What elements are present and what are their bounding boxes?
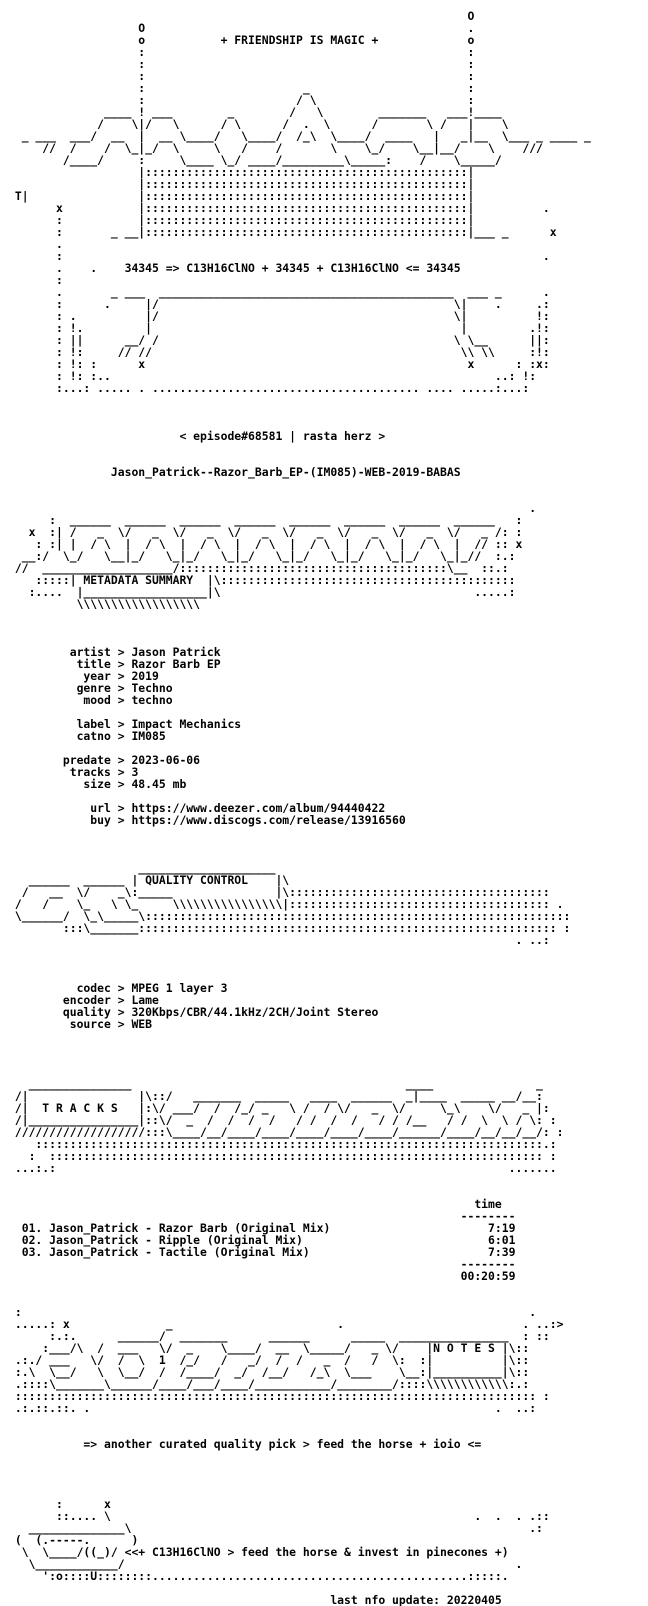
nfo-line: : !: : x x : :x: bbox=[8, 357, 550, 371]
nfo-line: mood > techno bbox=[8, 693, 173, 707]
nfo-line: |:::::::::::::::::::::::::::::::::::::::::::::::| bbox=[8, 165, 475, 179]
nfo-line: ______________\ .: bbox=[8, 1521, 543, 1535]
nfo-line: :::::::::::::::::::::::::::::::::::::::::::::::::::::::::::::::::::::::::::: : bbox=[8, 1389, 550, 1403]
nfo-line: // ___________________/:::::::::::::::::::::::::::::::::::::::\__ ::.: bbox=[8, 561, 509, 575]
nfo-document bbox=[8, 10, 644, 1606]
nfo-line: ::.... \ . . . .:: bbox=[8, 1509, 550, 1523]
nfo-line: predate > 2023-06-06 bbox=[8, 753, 201, 767]
nfo-line: . bbox=[8, 237, 63, 251]
nfo-line: / __ \/ _\:_____ |\:::::::::::::::::::::::::::::::::::::: bbox=[8, 885, 550, 899]
nfo-line: ____________________ bbox=[8, 861, 276, 875]
nfo-line: Jason_Patrick--Razor_Barb_EP-(IM085)-WEB-2019-BABAS bbox=[8, 465, 461, 479]
nfo-line: : _ : bbox=[8, 81, 475, 95]
nfo-line: : bbox=[8, 273, 63, 287]
nfo-line: :.:. ______/ _______ ______ _____ ________________ : :: bbox=[8, 1329, 550, 1343]
nfo-line: 00:20:59 bbox=[8, 1269, 516, 1283]
nfo-line: : |:::::::::::::::::::::::::::::::::::::::::::::::| bbox=[8, 213, 475, 227]
nfo-line: artist > Jason Patrick bbox=[8, 645, 221, 659]
nfo-line: . ..: bbox=[8, 933, 550, 947]
nfo-line: : :::::::::::::::::::::::::::::::::::::::::::::::::::::::::::::::::::::::: : bbox=[8, 1149, 557, 1163]
nfo-line: . . 34345 => C13H16ClNO + 34345 + C13H16ClNO <= 34345 bbox=[8, 261, 461, 275]
nfo-line: source > WEB bbox=[8, 1017, 153, 1031]
nfo-line: ______ ______ | QUALITY CONTROL |\ bbox=[8, 873, 290, 887]
nfo-line: url > https://www.deezer.com/album/94440422 bbox=[8, 801, 386, 815]
nfo-line: : . |/ \| . .: bbox=[8, 297, 550, 311]
nfo-line: .::::\_______\______/____/___/____/___________/________/::::\\\\\\\\\\\\:.: bbox=[8, 1377, 530, 1391]
nfo-line: // / / \_|_/ \ \ / / \ \_/ \__|__/ \ /// bbox=[8, 141, 543, 155]
nfo-line: T| |:::::::::::::::::::::::::::::::::::::::::::::::| bbox=[8, 189, 475, 203]
nfo-line: title > Razor Barb EP bbox=[8, 657, 221, 671]
nfo-line: :...: ..... . ....................................... .... .....:...: bbox=[8, 381, 530, 395]
nfo-line: _______________ ____ _ bbox=[8, 1077, 543, 1091]
nfo-line: : ______ ______ ______ ______ ______ ______ ______ ______ : bbox=[8, 513, 523, 527]
nfo-line: :.... |__________________|\ .....: bbox=[8, 585, 516, 599]
nfo-line: last nfo update: 20220405 bbox=[8, 1593, 502, 1606]
nfo-line: \____________/ . bbox=[8, 1557, 523, 1571]
nfo-line: codec > MPEG 1 layer 3 bbox=[8, 981, 228, 995]
nfo-line: tracks > 3 bbox=[8, 765, 139, 779]
nfo-line: ::::::::::::::::::::::::::::::::::::::::::::::::::::::::::::::::::::::::::.: bbox=[8, 1137, 557, 1151]
nfo-line: |:::::::::::::::::::::::::::::::::::::::::::::::| bbox=[8, 177, 475, 191]
nfo-line: / / \_ \ \_ \\\\\\\\\\\\\\\\|:::::::::::::::::::::::::::::::::::::: . bbox=[8, 897, 564, 911]
nfo-line: : . bbox=[8, 1305, 537, 1319]
nfo-line: size > 48.45 mb bbox=[8, 777, 187, 791]
nfo-line: buy > https://www.discogs.com/release/13916560 bbox=[8, 813, 406, 827]
nfo-line: / \|/ \ / \ / . \ / \ / | \ bbox=[8, 117, 509, 131]
nfo-line: => another curated quality pick > feed the horse + ioio <= bbox=[8, 1437, 482, 1451]
nfo-line: : . |/ \| !: bbox=[8, 309, 550, 323]
nfo-line: -------- bbox=[8, 1209, 516, 1223]
nfo-line: catno > IM085 bbox=[8, 729, 166, 743]
nfo-line: __:/ \_/ \__|_/ \_|_/ \_|_/ \_|_/ \_|_/ \_|_/ \_|_// :.: bbox=[8, 549, 516, 563]
nfo-line: : !: :.. ..: !: bbox=[8, 369, 537, 383]
nfo-line: /____/ : \____ \_/ ____/_________\_____: / \_____/ bbox=[8, 153, 502, 167]
nfo-line: : :| | / \ | / \ | / \ | / \ | / \ | / \ | / \ | // :: x bbox=[8, 537, 523, 551]
nfo-line: 01. Jason_Patrick - Razor Barb (Original Mix) 7:19 bbox=[8, 1221, 516, 1235]
nfo-line: < episode#68581 | rasta herz > bbox=[8, 429, 386, 443]
nfo-line: : : bbox=[8, 45, 475, 59]
nfo-line: 03. Jason_Patrick - Tactile (Original Mix) 7:39 bbox=[8, 1245, 516, 1259]
nfo-line: o + FRIENDSHIP IS MAGIC + o bbox=[8, 33, 475, 47]
nfo-line: ///////////////////:::\____/__/____/____/____/____/____/______/____/__/__/__/: : bbox=[8, 1125, 564, 1139]
nfo-line: /| T R A C K S |:\/ ___/ / /_/ _ \ / / \/ _ \/ \_\ \/ _ |: bbox=[8, 1101, 550, 1115]
nfo-line: : _ __|:::::::::::::::::::::::::::::::::::::::::::::::|___ _ x bbox=[8, 225, 557, 239]
nfo-line: : || __/ / \ \__ ||: bbox=[8, 333, 550, 347]
nfo-line: /| |\::/ _______ _____ ____ ______ _|____ _____ __/__: bbox=[8, 1089, 543, 1103]
nfo-line: \______/ \_\_____\:::::::::::::::::::::::::::::::::::::::::::::::::::::::::::::: bbox=[8, 909, 571, 923]
nfo-line: : x bbox=[8, 1497, 111, 1511]
nfo-line: \\\\\\\\\\\\\\\\\\ bbox=[8, 597, 201, 611]
nfo-line: :::\_______::::::::::::::::::::::::::::::::::::::::::::::::::::::::::::: : bbox=[8, 921, 571, 935]
nfo-line: :::::| METADATA SUMMARY |\::::::::::::::::::::::::::::::::::::::::::: bbox=[8, 573, 516, 587]
nfo-line: .....: x _ . . ..:> bbox=[8, 1317, 564, 1331]
nfo-line: encoder > Lame bbox=[8, 993, 159, 1007]
nfo-line: . _ ___ ___________________________________________ ___ _ . bbox=[8, 285, 550, 299]
nfo-line: 02. Jason_Patrick - Ripple (Original Mix) 6:01 bbox=[8, 1233, 516, 1247]
nfo-line: genre > Techno bbox=[8, 681, 173, 695]
nfo-line: _ ___ ___/ __ | __ \____/ \____/ /_\ \____/ ____ | _|__ \___ _ ____ _ bbox=[8, 129, 591, 143]
nfo-line: O bbox=[8, 10, 475, 23]
nfo-line: : : bbox=[8, 57, 475, 71]
nfo-line: /|________________|::\/ _ / / / / / / / / / / /__ / / \ \ / \: : bbox=[8, 1113, 557, 1127]
nfo-line: quality > 320Kbps/CBR/44.1kHz/2CH/Joint Stereo bbox=[8, 1005, 379, 1019]
nfo-line: : !. | | .!: bbox=[8, 321, 550, 335]
nfo-line: O . bbox=[8, 21, 475, 35]
nfo-line: label > Impact Mechanics bbox=[8, 717, 242, 731]
nfo-line: ':o::::U::::::::..............................................:::::. bbox=[8, 1569, 509, 1583]
nfo-line: :___/\ / ___ \/ _ \____/ __ \_____/ _ \/ |N O T E S |\:: bbox=[8, 1341, 530, 1355]
nfo-line: ( (.-----. ) bbox=[8, 1533, 139, 1547]
nfo-line: -------- bbox=[8, 1257, 516, 1271]
nfo-line: : . bbox=[8, 249, 550, 263]
nfo-line: : !: // // \\ \\ :!: bbox=[8, 345, 550, 359]
nfo-line: time bbox=[8, 1197, 502, 1211]
nfo-line: : : bbox=[8, 69, 475, 83]
nfo-line: x :| / _ \/ _ \/ _ \/ _ \/ _ \/ _ \/ _ \/ _ /: : bbox=[8, 525, 523, 539]
nfo-line: .:.::.::. . . ..: bbox=[8, 1401, 537, 1415]
nfo-line: year > 2019 bbox=[8, 669, 159, 683]
nfo-line: . bbox=[8, 501, 537, 515]
nfo-line: : / \ : bbox=[8, 93, 475, 107]
nfo-line: ...:.: ....... bbox=[8, 1161, 557, 1175]
nfo-line: \ \____/((_)/ <<+ C13H16ClNO > feed the horse & invest in pinecones +) bbox=[8, 1545, 509, 1559]
nfo-line: :.\ \__/ \ \__/ / /____/ _/ /__/ /_\ \___ \__:|__________|\:: bbox=[8, 1365, 530, 1379]
nfo-line: .:./ ___ \/ / \ 1 /_/ / _/ / / _ / / \: :| |\:: bbox=[8, 1353, 530, 1367]
nfo-line: ____ ! ___ _ / \ _______ ___!____ bbox=[8, 105, 502, 119]
nfo-line: x |:::::::::::::::::::::::::::::::::::::::::::::::| . bbox=[8, 201, 550, 215]
